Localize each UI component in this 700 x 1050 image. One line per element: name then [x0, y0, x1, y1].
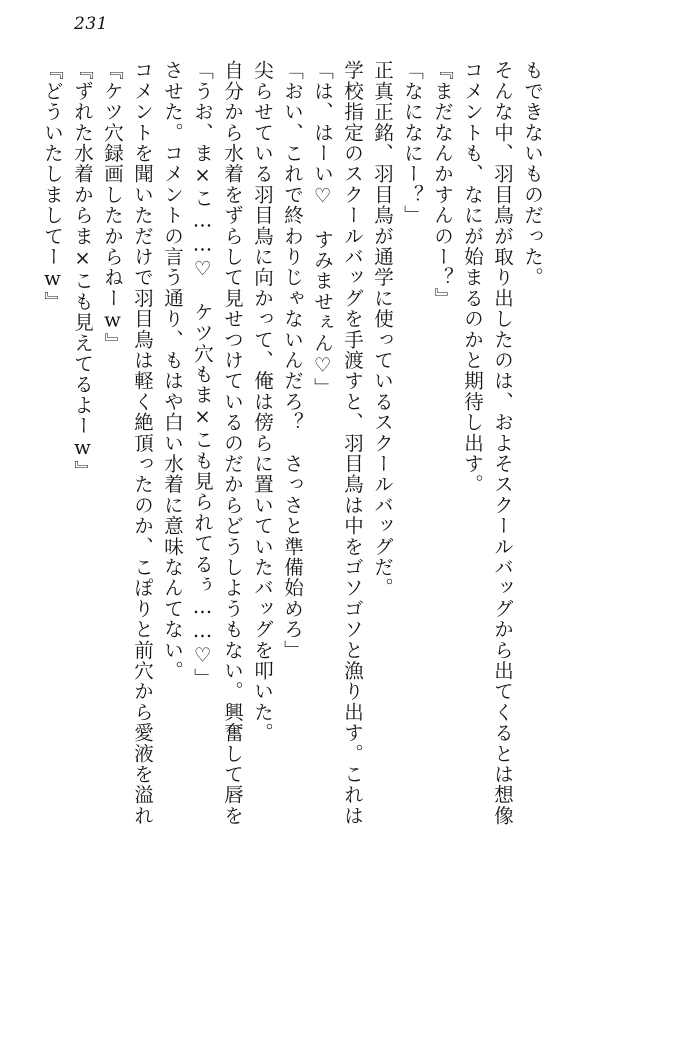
text-column: 「おい、これで終わりじゃないんだろ？ さっさと準備始めろ」	[281, 60, 304, 661]
text-column: コメントを聞いただけで羽目鳥は軽く絶頂ったのか、こぽりと前穴から愛液を溢れ	[131, 60, 154, 826]
text-column: 「は、はーい♡ すみませぇん♡」	[311, 60, 334, 399]
text-column: 「なになにー？」	[401, 60, 424, 226]
text-column: 尖らせている羽目鳥に向かって、俺は傍らに置いていたバッグを叩いた。	[251, 60, 274, 744]
text-column: 自分から水着をずらして見せつけているのだからどうしようもない。興奮して唇を	[221, 60, 244, 826]
text-column: 『ケツ穴録画したからねーw』	[101, 60, 124, 354]
vertical-text-body	[32, 60, 662, 1020]
text-column: そんな中、羽目鳥が取り出したのは、およそスクールバッグから出てくるとは想像	[491, 60, 514, 826]
text-column: 『まだなんかすんのー？』	[431, 60, 454, 309]
text-column: 正真正銘、羽目鳥が通学に使っているスクールバッグだ。	[371, 60, 394, 599]
text-column: 学校指定のスクールバッグを手渡すと、羽目鳥は中をゴソゴソと漁り出す。これは	[341, 60, 364, 826]
text-column: 『ずれた水着からま×こも見えてるよーw』	[71, 60, 94, 481]
text-column: コメントも、なにが始まるのかと期待し出す。	[461, 60, 484, 495]
text-column: させた。コメントの言う通り、もはや白い水着に意味なんてない。	[161, 60, 184, 681]
text-column: 「うお、ま×こ……♡ ケツ穴もま×こも見られてるぅ……♡」	[191, 60, 214, 689]
text-column: もできないものだった。	[521, 60, 544, 288]
page-number: 231	[74, 14, 108, 34]
text-column: 『どういたしましてーw』	[41, 60, 64, 312]
